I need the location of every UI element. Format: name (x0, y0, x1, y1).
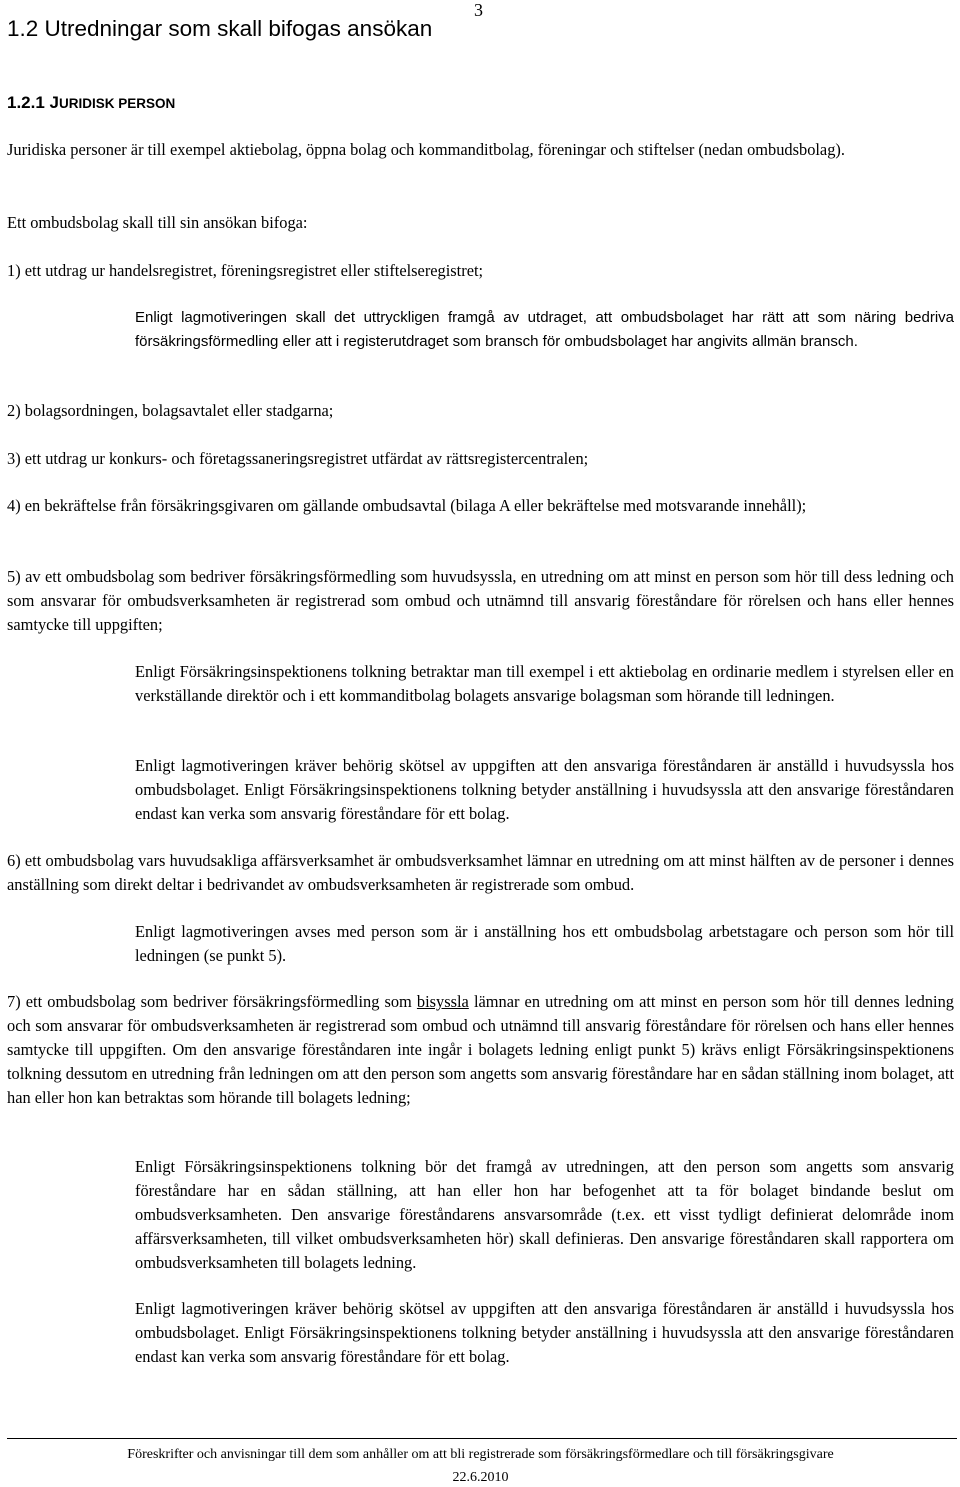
subsection-heading (7, 93, 175, 113)
note-item-5a: Enligt Försäkringsinspektionens tolkning betraktar man till exempel i ett aktiebolag en ordinarie medlem i styrelsen eller en verkställande direktör och i ett kommanditbolag bolagets ansvarige bolagsman som hörande till ledningen. (135, 662, 954, 705)
list-item-2: 2) bolagsordningen, bolagsavtalet eller stadgarna; (7, 401, 334, 420)
list-item-5: 5) av ett ombudsbolag som bedriver försäkringsförmedling som huvudsyssla, en utredning om att minst en person som hör till dess ledning och som ansvarar för ombudsverksamheten är registrerad som ombud och utnämnd till ansvarig föreståndare för rörelsen och hans eller hennes samtycke till uppgiften; (7, 567, 954, 634)
subsection-title-rest: URIDISK PERSON (59, 96, 176, 111)
list-item-7-text-start: 7) ett ombudsbolag som bedriver försäkringsförmedling som (7, 992, 417, 1011)
list-item-7 (7, 990, 954, 1110)
footer-divider (7, 1438, 957, 1439)
footer-text: Föreskrifter och anvisningar till dem som anhåller om att bli registrerade som försäkringsförmedlare och till försäkringsgivare (127, 1447, 834, 1462)
note-item-7a: Enligt Försäkringsinspektionens tolkning bör det framgå av utredningen, att den person som angetts som ansvarig föreståndare har en sådan ställning, att han eller hon har befogenhet att ta för bolaget bindande beslut om ombudsverksamheten. Den ansvarige föreståndarens ansvarsområde (t.ex. ett visst tydligt definierat delområde inom affärsverksamheten, till vilket ombudsverksamheten hör) skall definieras. Den ansvarige föreståndaren skall rapportera om ombudsverksamheten till bolagets ledning. (135, 1157, 954, 1272)
list-item-6: 6) ett ombudsbolag vars huvudsakliga affärsverksamhet är ombudsverksamhet lämnar en utredning om att minst hälften av de personer i dennes anställning som direkt deltar i bedrivandet av ombudsverksamheten är registrerade som ombud. (7, 851, 954, 894)
paragraph-intro: Juridiska personer är till exempel aktiebolag, öppna bolag och kommanditbolag, föreningar och stiftelser (nedan ombudsbolag). (7, 140, 845, 159)
note-item-5b: Enligt lagmotiveringen kräver behörig skötsel av uppgiften att den ansvariga föreståndaren är anställd i huvudsyssla hos ombudsbolaget. Enligt Försäkringsinspektionens tolkning betyder anställning i huvudsyssla att den ansvarige föreståndaren endast kan verka som ansvarig föreståndare för ett bolag. (135, 756, 954, 823)
note-item-6: Enligt lagmotiveringen avses med person som är i anställning hos ett ombudsbolag arbetstagare och person som hör till ledningen (se punkt 5). (135, 922, 954, 965)
footer-date: 22.6.2010 (452, 1470, 509, 1485)
subsection-title-initial: J (49, 93, 60, 112)
note-item-1: Enligt lagmotiveringen skall det uttryckligen framgå av utdraget, att ombudsbolaget har rätt att som näring bedriva försäkringsförmedling eller att i registerutdraget som bransch för ombudsbolaget har angivits allmän bransch. (135, 309, 954, 350)
list-item-3: 3) ett utdrag ur konkurs- och företagssaneringsregistret utfärdat av rättsregistercentralen; (7, 449, 589, 468)
subsection-number: 1.2.1 (7, 93, 50, 112)
list-item-1: 1) ett utdrag ur handelsregistret, föreningsregistret eller stiftelseregistret; (7, 261, 484, 280)
paragraph-lead: Ett ombudsbolag skall till sin ansökan bifoga: (7, 213, 308, 232)
list-item-7-underlined: bisyssla (416, 992, 469, 1011)
note-item-7b: Enligt lagmotiveringen kräver behörig skötsel av uppgiften att den ansvariga föreståndaren är anställd i huvudsyssla hos ombudsbolaget. Enligt Försäkringsinspektionens tolkning betyder anställning i huvudsyssla att den ansvarige föreståndaren endast kan verka som ansvarig föreståndare för ett bolag. (135, 1299, 954, 1366)
section-heading: 1.2 Utredningar som skall bifogas ansökan (7, 16, 433, 41)
list-item-7-text-end: lämnar en utredning om att minst en person som hör till dennes ledning och som ansvarar för ombudsverksamheten är registrerad som ombud och utnämnd till ansvarig föreståndare för rörelsen och hans eller hennes samtycke till uppgiften. Om den ansvarige föreståndaren inte ingår i bolagets ledning enligt punkt 5) krävs enligt Försäkringsinspektionens tolkning dessutom en utredning från ledningen om att den person som angetts som ansvarig föreståndare har en sådan ställning inom bolaget, att han eller hon kan betraktas som hörande till bolagets ledning; (7, 992, 954, 1107)
page-number: 3 (474, 0, 483, 20)
list-item-4: 4) en bekräftelse från försäkringsgivaren om gällande ombudsavtal (bilaga A eller bekräftelse med motsvarande innehåll); (7, 496, 807, 515)
